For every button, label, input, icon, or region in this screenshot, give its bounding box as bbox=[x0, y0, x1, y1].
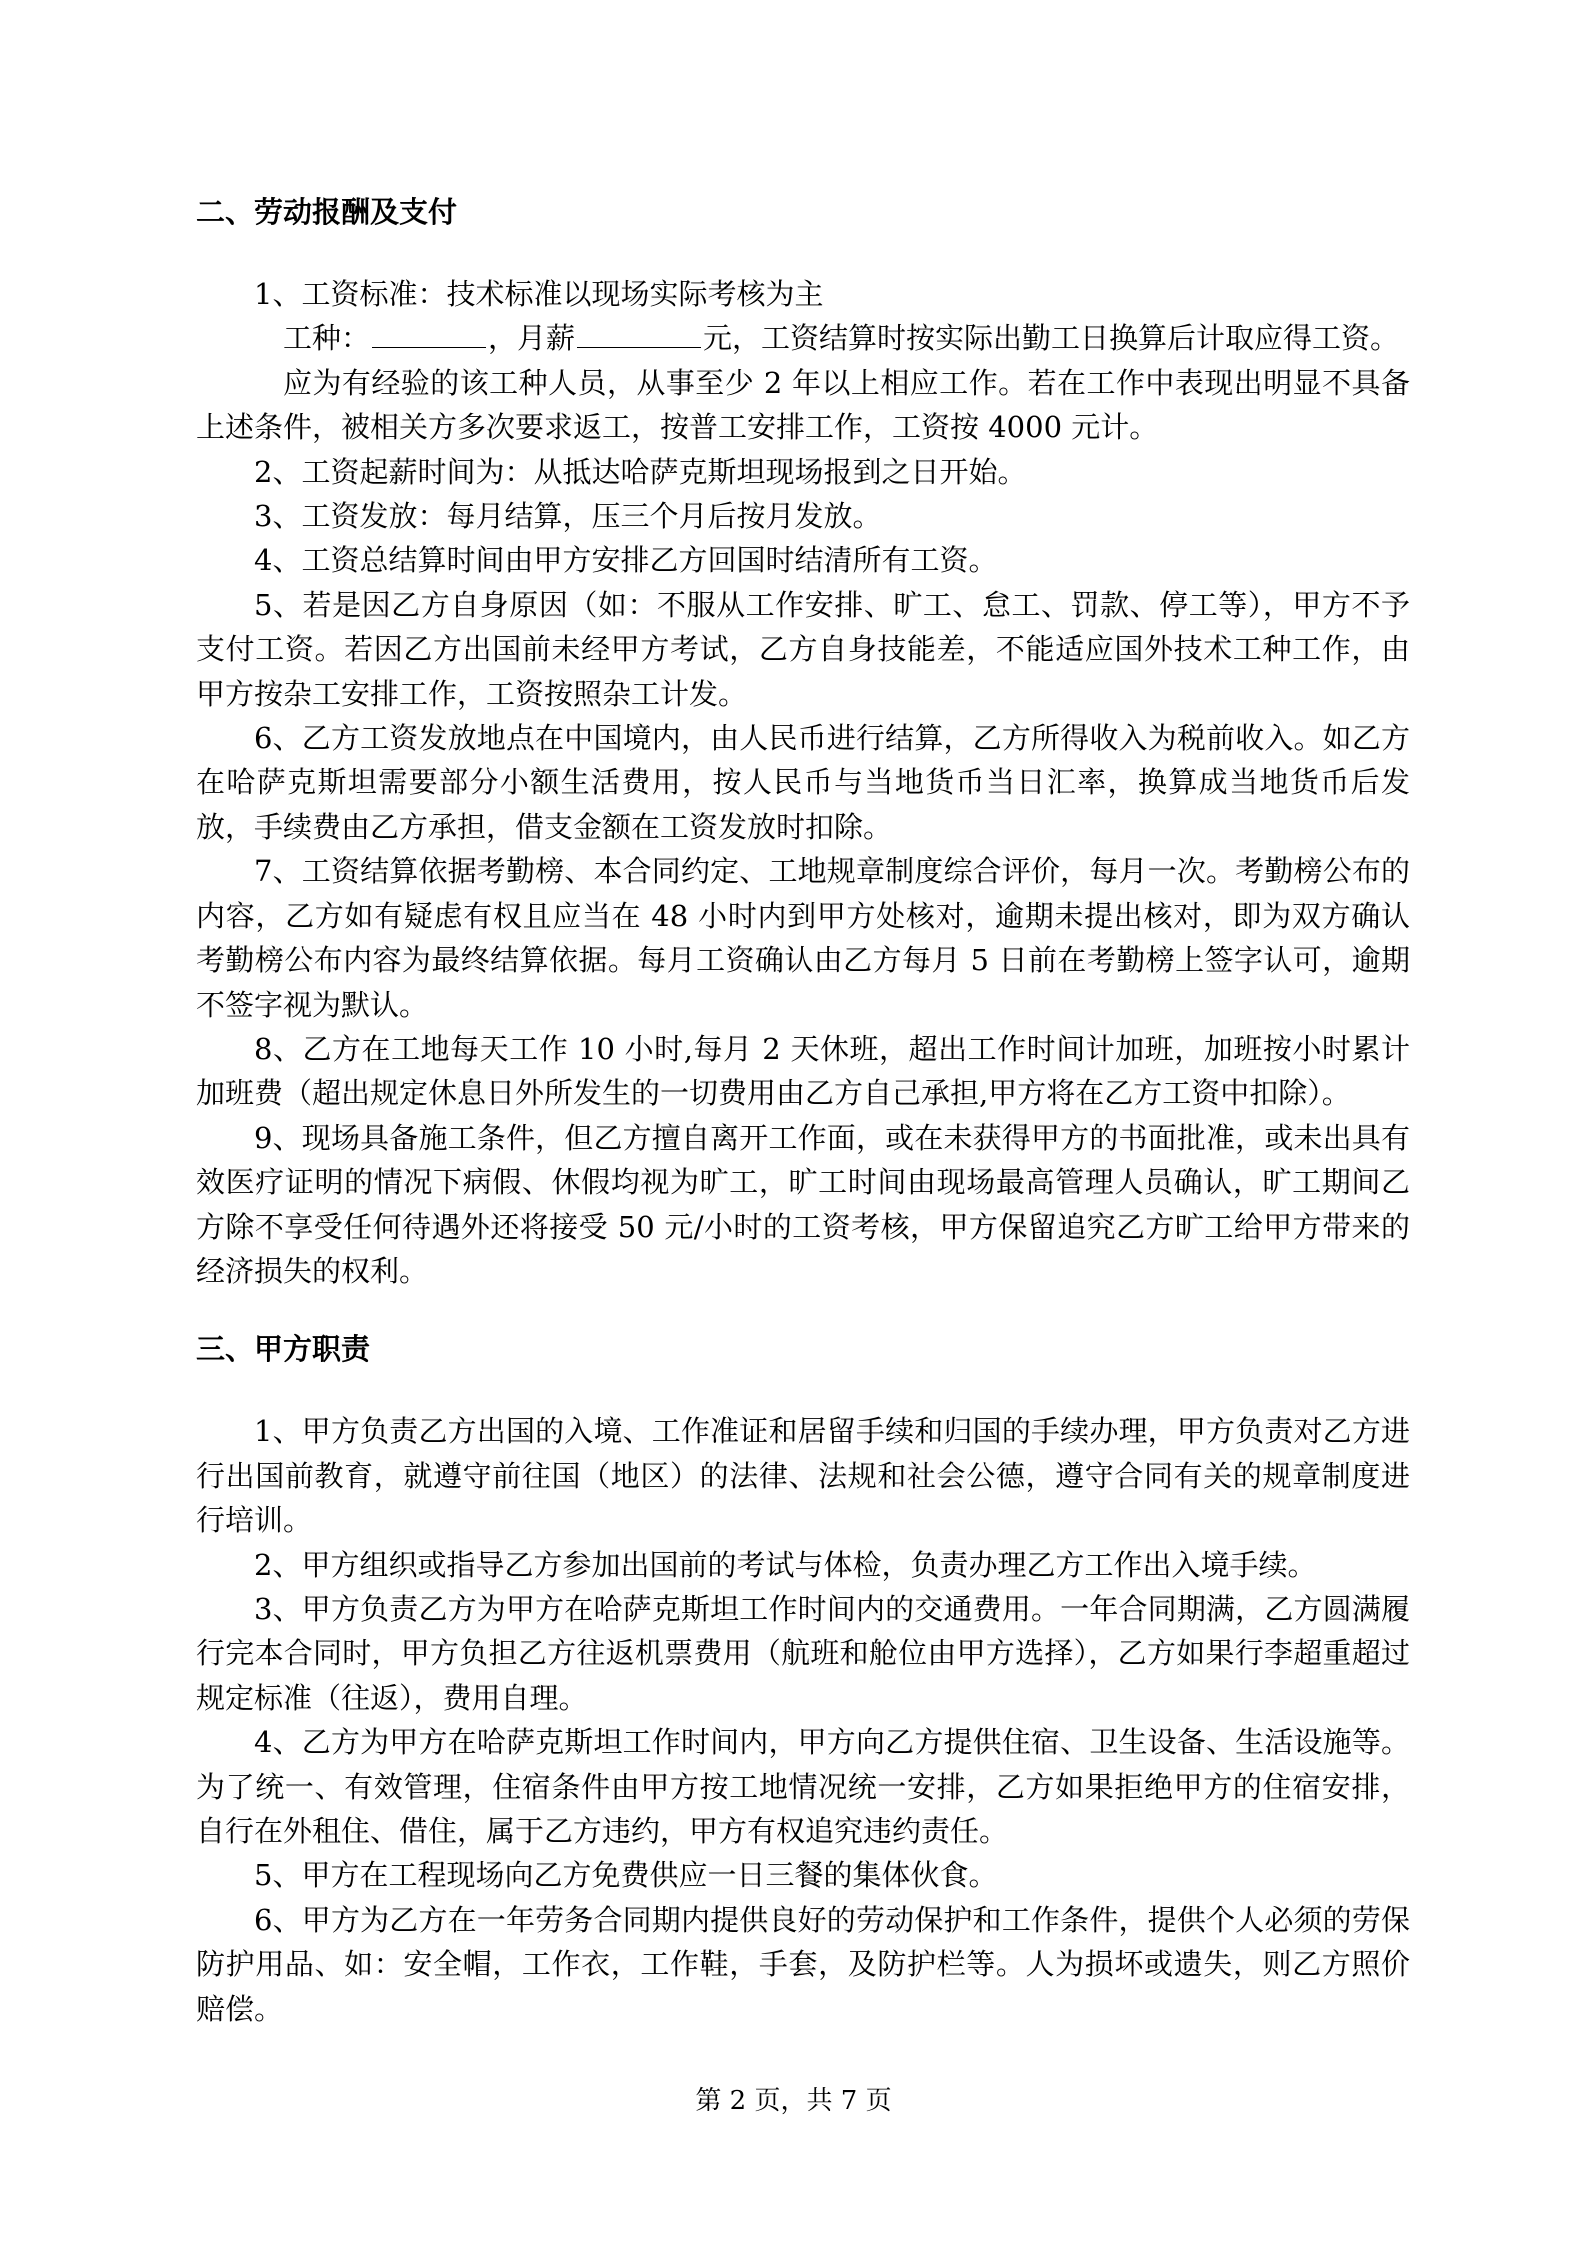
salary-calc-text: 元，工资结算时按实际出勤工日换算后计取应得工资。 bbox=[703, 321, 1400, 356]
salary-label: ，月薪 bbox=[488, 321, 576, 356]
overtime-paragraph: 8、乙方在工地每天工作 10 小时,每月 2 天休班，超出工作时间计加班，加班按小时累计加班费（超出规定休息日外所发生的一切费用由乙方自己承担,甲方将在乙方工资中扣除）。 bbox=[196, 1031, 1410, 1111]
job-type-salary-paragraph bbox=[196, 316, 1410, 360]
wage-start-paragraph: 2、工资起薪时间为：从抵达哈萨克斯坦现场报到之日开始。 bbox=[254, 454, 1027, 489]
entry-procedures-paragraph: 1、甲方负责乙方出国的入境、工作准证和居留手续和归国的手续办理，甲方负责对乙方进行出国前教育，就遵守前往国（地区）的法律、法规和社会公德，遵守合同有关的规章制度进行培训。 bbox=[196, 1414, 1410, 1538]
wage-payment-paragraph: 3、工资发放：每月结算，压三个月后按月发放。 bbox=[254, 499, 882, 534]
wage-standard-paragraph: 1、工资标准：技术标准以现场实际考核为主 bbox=[254, 277, 824, 311]
exam-medical-paragraph: 2、甲方组织或指导乙方参加出国前的考试与体检，负责办理乙方工作出入境手续。 bbox=[254, 1547, 1317, 1582]
transport-paragraph: 3、甲方负责乙方为甲方在哈萨克斯坦工作时间内的交通费用。一年合同期满，乙方圆满履行完本合同时，甲方负担乙方往返机票费用（航班和舱位由甲方选择），乙方如果行李超重超过规定标准（往返），费用自理。 bbox=[196, 1591, 1410, 1715]
page-number: 第 2 页，共 7 页 bbox=[695, 2086, 892, 2116]
absence-paragraph: 9、现场具备施工条件，但乙方擅自离开工作面，或在未获得甲方的书面批准，或未出具有效医疗证明的情况下病假、休假均视为旷工，旷工时间由现场最高管理人员确认，旷工期间乙方除不享受任何待遇外还将接受 50 元/小时的工资考核，甲方保留追究乙方旷工给甲方带来的经济损失的权利。 bbox=[196, 1120, 1410, 1288]
wage-deduction-paragraph: 5、若是因乙方自身原因（如：不服从工作安排、旷工、怠工、罚款、停工等），甲方不予支付工资。若因乙方出国前未经甲方考试，乙方自身技能差，不能适应国外技术工种工作，由甲方按杂工安排工作，工资按照杂工计发。 bbox=[196, 587, 1410, 711]
section-3-heading: 三、甲方职责 bbox=[196, 1332, 371, 1367]
salary-blank bbox=[577, 346, 701, 348]
attendance-paragraph: 7、工资结算依据考勤榜、本合同约定、工地规章制度综合评价，每月一次。考勤榜公布的内容，乙方如有疑虑有权且应当在 48 小时内到甲方处核对，逾期未提出核对，即为双方确认考勤榜公布内容为最终结算依据。每月工资确认由乙方每月 5 日前在考勤榜上签字认可，逾期不签字视为默认。 bbox=[196, 854, 1410, 1022]
job-type-label: 工种： bbox=[283, 321, 371, 356]
accommodation-paragraph: 4、乙方为甲方在哈萨克斯坦工作时间内，甲方向乙方提供住宿、卫生设备、生活设施等。为了统一、有效管理，住宿条件由甲方按工地情况统一安排，乙方如果拒绝甲方的住宿安排，自行在外租住、借住，属于乙方违约，甲方有权追究违约责任。 bbox=[196, 1725, 1410, 1848]
wage-location-paragraph: 6、乙方工资发放地点在中国境内，由人民币进行结算，乙方所得收入为税前收入。如乙方在哈萨克斯坦需要部分小额生活费用，按人民币与当地货币当日汇率，换算成当地货币后发放，手续费由乙方承担，借支金额在工资发放时扣除。 bbox=[196, 721, 1410, 844]
wage-settlement-paragraph: 4、工资总结算时间由甲方安排乙方回国时结清所有工资。 bbox=[254, 543, 998, 578]
experience-requirement-paragraph: 应为有经验的该工种人员，从事至少 2 年以上相应工作。若在工作中表现出明显不具备上述条件，被相关方多次要求返工，按普工安排工作，工资按 4000 元计。 bbox=[196, 365, 1410, 445]
protection-paragraph: 6、甲方为乙方在一年劳务合同期内提供良好的劳动保护和工作条件，提供个人必须的劳保防护用品、如：安全帽，工作衣，工作鞋，手套，及防护栏等。人为损坏或遗失，则乙方照价赔偿。 bbox=[196, 1902, 1410, 2026]
job-type-blank bbox=[372, 346, 486, 348]
document-body bbox=[196, 190, 1410, 2031]
section-2-heading: 二、劳动报酬及支付 bbox=[196, 195, 458, 229]
meals-paragraph: 5、甲方在工程现场向乙方免费供应一日三餐的集体伙食。 bbox=[254, 1858, 998, 1893]
